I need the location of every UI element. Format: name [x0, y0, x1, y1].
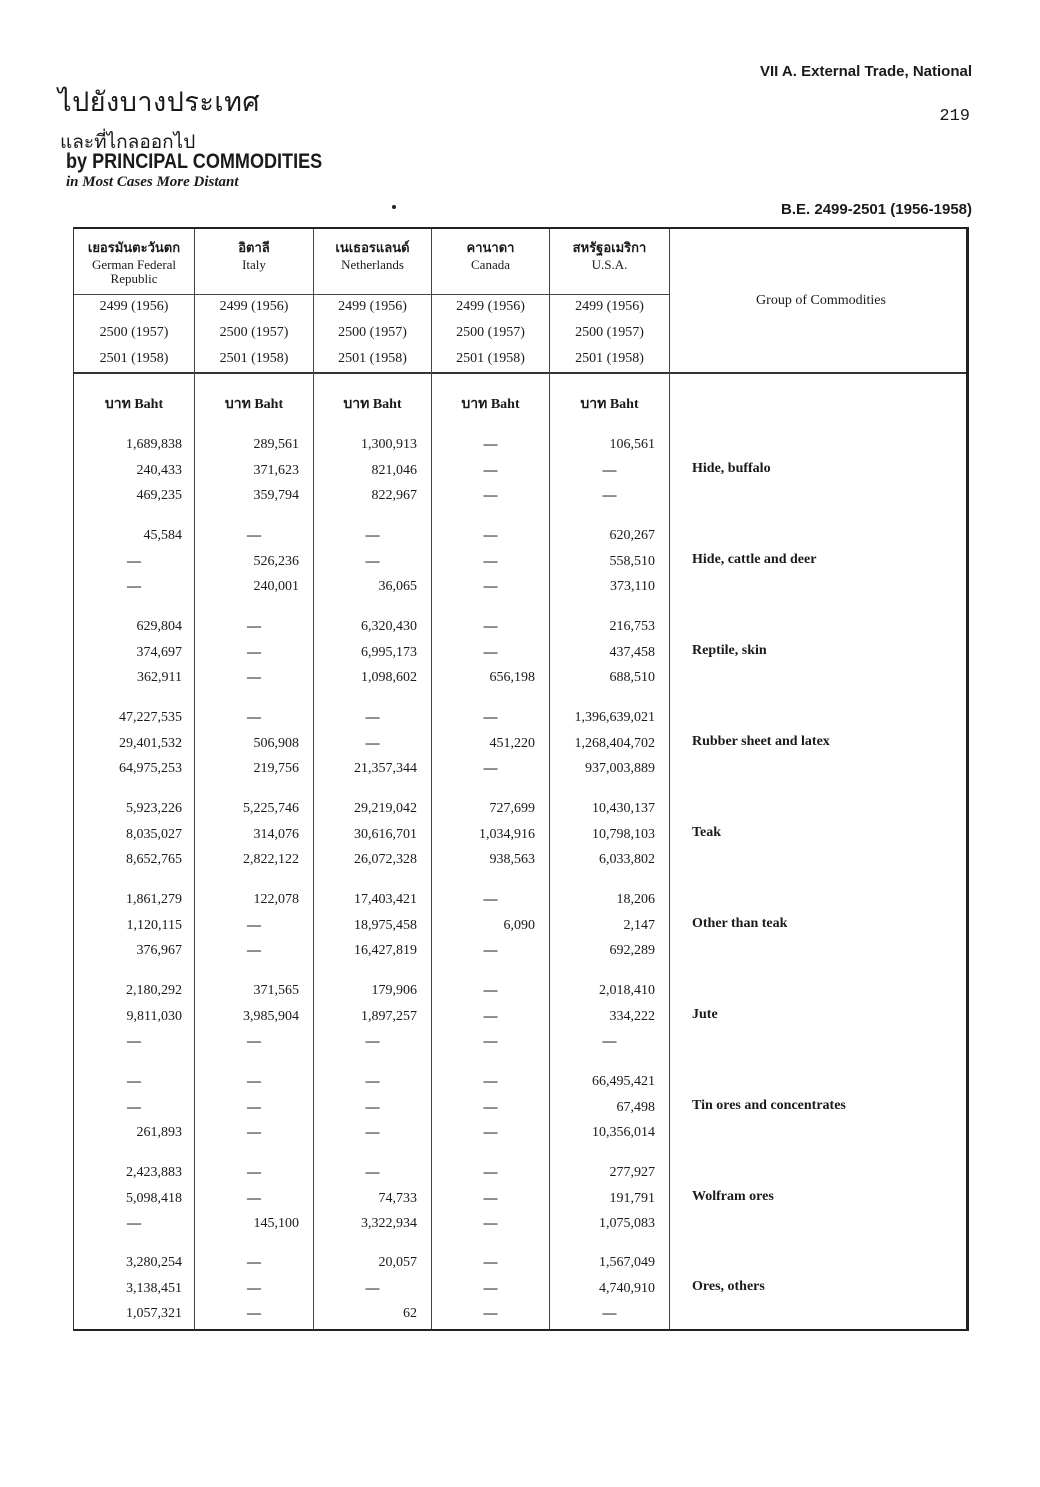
table-cell: 1,567,049: [599, 1255, 655, 1270]
country-header-english: Netherlands: [341, 257, 404, 272]
table-cell: 373,110: [610, 579, 655, 594]
country-header: [432, 229, 549, 272]
year-label: 2500 (1957): [338, 325, 407, 340]
table-cell: 29,401,532: [119, 735, 182, 751]
table-cell: 17,403,421: [354, 892, 417, 907]
table-cell: —: [247, 670, 261, 685]
table-cell: —: [365, 1165, 380, 1180]
commodity-label: Wolfram ores: [692, 1188, 774, 1204]
table-cell: 277,927: [609, 1165, 655, 1180]
table-cell: 526,236: [253, 553, 299, 569]
table-cell: 656,198: [489, 670, 535, 685]
table-cell: 3,985,904: [243, 1008, 299, 1024]
table-cell: —: [247, 943, 261, 958]
table-cell: 629,804: [136, 619, 182, 634]
country-header-english: Italy: [242, 257, 266, 272]
table-cell: 688,510: [609, 670, 655, 685]
table-cell: 3,138,451: [126, 1280, 182, 1296]
table-cell: —: [483, 488, 498, 503]
unit-english: Baht: [487, 397, 520, 412]
year-label: 2499 (1956): [99, 299, 169, 314]
year-label: 2500 (1957): [575, 325, 644, 340]
running-head: VII A. External Trade, National: [759, 63, 972, 80]
table-cell: 10,356,014: [592, 1125, 655, 1140]
table-cell: 371,623: [253, 462, 299, 478]
table-cell: 1,268,404,702: [574, 735, 655, 751]
country-header-thai: เนเธอรแลนด์: [335, 241, 410, 256]
table-cell: 10,798,103: [592, 826, 655, 842]
table-cell: —: [365, 1099, 380, 1115]
table-cell: 558,510: [609, 553, 655, 569]
table-cell: 145,100: [253, 1216, 299, 1231]
table-cell: —: [483, 437, 498, 452]
table-cell: —: [483, 644, 498, 660]
unit-label: [550, 393, 669, 415]
commodity-label: Reptile, skin: [692, 642, 767, 658]
table-cell: —: [247, 644, 261, 660]
table-cell: —: [365, 735, 380, 751]
table-cell: —: [247, 917, 261, 933]
country-header: [74, 229, 194, 286]
table-cell: 4,740,910: [599, 1280, 655, 1296]
table-cell: 506,908: [253, 735, 299, 751]
table-cell: 1,689,838: [126, 437, 182, 452]
table-cell: 219,756: [253, 761, 299, 776]
table-cell: 1,897,257: [361, 1008, 417, 1024]
table-cell: 6,033,802: [599, 852, 655, 867]
table-cell: —: [127, 553, 141, 569]
year-label: 2501 (1958): [99, 351, 169, 366]
table-cell: 5,225,746: [243, 801, 299, 816]
table-cell: —: [483, 1099, 498, 1115]
table-cell: —: [483, 462, 498, 478]
table-cell: —: [483, 1255, 498, 1270]
commodity-label: Teak: [692, 824, 722, 840]
table-cell: 179,906: [371, 983, 417, 998]
table-cell: 20,057: [378, 1255, 417, 1270]
year-label: 2499 (1956): [338, 299, 407, 314]
unit-label: [74, 393, 194, 415]
table-cell: 2,018,410: [599, 983, 655, 998]
table-cell: 261,893: [136, 1125, 182, 1140]
year-label: 2499 (1956): [219, 299, 289, 314]
table-cell: 16,427,819: [354, 943, 417, 958]
commodity-label: Ores, others: [692, 1278, 765, 1294]
year-label: 2501 (1958): [338, 351, 407, 366]
table-cell: —: [127, 1074, 141, 1089]
table-cell: 371,565: [253, 983, 299, 998]
table-cell: 727,699: [489, 801, 535, 816]
table-cell: —: [365, 1125, 380, 1140]
table-cell: 45,584: [143, 528, 182, 543]
table-cell: —: [365, 1280, 380, 1296]
year-label: 2501 (1958): [219, 351, 289, 366]
english-subtitle: in Most Cases More Distant: [66, 174, 239, 190]
table-cell: —: [247, 1255, 261, 1270]
unit-thai: บาท: [580, 396, 607, 412]
table-cell: —: [483, 1216, 498, 1231]
commodity-label: Tin ores and concentrates: [692, 1097, 846, 1113]
table-cell: 451,220: [489, 735, 535, 751]
country-header-english: U.S.A.: [591, 257, 628, 272]
header-separator: [74, 294, 670, 295]
country-header-thai: อิตาลี: [238, 241, 270, 256]
country-header-thai: คานาดา: [466, 241, 515, 256]
table-cell: 1,057,321: [126, 1306, 182, 1321]
table-cell: 2,180,292: [126, 983, 182, 998]
table-cell: 376,967: [136, 943, 182, 958]
table-cell: 9,811,030: [126, 1008, 182, 1024]
table-cell: 822,967: [371, 488, 417, 503]
country-header-thai: เยอรมันตะวันตก: [87, 241, 181, 256]
table-cell: —: [247, 1306, 261, 1321]
table-cell: —: [247, 1190, 261, 1206]
year-label: 2499 (1956): [575, 299, 644, 314]
table-cell: 106,561: [609, 437, 655, 452]
year-label: 2501 (1958): [456, 351, 525, 366]
year-label: 2500 (1957): [456, 325, 525, 340]
table-cell: 1,098,602: [361, 670, 417, 685]
table-cell: —: [483, 553, 498, 569]
table-cell: —: [483, 579, 498, 594]
table-cell: 620,267: [609, 528, 655, 543]
table-cell: 18,975,458: [354, 917, 417, 933]
commodity-table: [73, 227, 969, 1331]
table-cell: —: [247, 619, 261, 634]
table-cell: 359,794: [253, 488, 299, 503]
column-divider: [669, 229, 670, 1329]
table-cell: 6,090: [503, 917, 535, 933]
table-cell: —: [483, 761, 498, 776]
table-cell: —: [365, 1074, 380, 1089]
table-cell: 62: [403, 1306, 417, 1321]
table-cell: —: [483, 1034, 498, 1049]
unit-thai: บาท: [224, 396, 251, 412]
table-cell: —: [602, 1034, 617, 1049]
country-header-thai: สหรัฐอเมริกา: [572, 241, 647, 256]
table-cell: 5,923,226: [126, 801, 182, 816]
table-cell: —: [483, 983, 498, 998]
table-cell: 469,235: [136, 488, 182, 503]
country-header-english: German Federal Republic: [91, 257, 177, 286]
table-cell: —: [127, 1034, 141, 1049]
table-cell: 6,320,430: [361, 619, 417, 634]
table-cell: —: [365, 1034, 380, 1049]
table-cell: —: [483, 1074, 498, 1089]
commodity-label: Jute: [692, 1006, 718, 1022]
table-cell: —: [127, 579, 141, 594]
stray-dot: [392, 205, 396, 209]
table-cell: 21,357,344: [354, 761, 417, 776]
table-cell: 314,076: [253, 826, 299, 842]
table-cell: 5,098,418: [126, 1190, 182, 1206]
unit-label: [195, 393, 313, 415]
table-cell: 334,222: [609, 1008, 655, 1024]
table-cell: 47,227,535: [119, 710, 182, 725]
country-header: [314, 229, 431, 272]
table-cell: 374,697: [136, 644, 182, 660]
period-label: B.E. 2499-2501 (1956-1958): [781, 201, 972, 218]
table-cell: 1,300,913: [361, 437, 417, 452]
table-cell: 29,219,042: [354, 801, 417, 816]
table-cell: 2,147: [623, 917, 655, 933]
country-header-english: Canada: [471, 257, 510, 272]
table-cell: —: [602, 462, 617, 478]
table-cell: 1,034,916: [479, 826, 535, 842]
page-number: 219: [939, 107, 970, 126]
table-cell: 10,430,137: [592, 801, 655, 816]
table-cell: 122,078: [253, 892, 299, 907]
english-title: by PRINCIPAL COMMODITIES: [66, 150, 323, 173]
table-cell: 692,289: [609, 943, 655, 958]
table-cell: —: [483, 1280, 498, 1296]
table-cell: 216,753: [609, 619, 655, 634]
table-cell: 1,861,279: [126, 892, 182, 907]
unit-english: Baht: [130, 397, 164, 412]
table-cell: —: [365, 710, 380, 725]
thai-subtitle: และที่ไกลออกไป: [60, 131, 196, 153]
table-cell: —: [483, 1165, 498, 1180]
table-cell: 3,322,934: [361, 1216, 417, 1231]
year-label: 2499 (1956): [456, 299, 525, 314]
table-cell: 937,003,889: [585, 761, 655, 776]
table-cell: 64,975,253: [119, 761, 182, 776]
table-cell: 36,065: [378, 579, 417, 594]
table-cell: 289,561: [253, 437, 299, 452]
table-cell: 74,733: [378, 1190, 417, 1206]
table-cell: —: [602, 1306, 617, 1321]
table-cell: 8,035,027: [126, 826, 182, 842]
table-cell: —: [483, 892, 498, 907]
table-cell: 8,652,765: [126, 852, 182, 867]
table-cell: 2,423,883: [126, 1165, 182, 1180]
table-cell: —: [247, 710, 261, 725]
table-cell: —: [483, 528, 498, 543]
table-cell: —: [602, 488, 617, 503]
table-cell: —: [247, 1280, 261, 1296]
unit-thai: บาท: [104, 396, 131, 412]
commodity-label: Hide, cattle and deer: [692, 551, 817, 567]
table-cell: 1,075,083: [599, 1216, 655, 1231]
unit-english: Baht: [250, 397, 284, 412]
table-cell: —: [365, 553, 380, 569]
country-header: [195, 229, 313, 272]
unit-english: Baht: [606, 397, 639, 412]
commodity-label: Other than teak: [692, 915, 788, 931]
unit-thai: บาท: [461, 396, 488, 412]
table-cell: 1,396,639,021: [574, 710, 655, 725]
table-cell: 240,433: [136, 462, 182, 478]
year-label: 2501 (1958): [575, 351, 644, 366]
table-cell: —: [483, 943, 498, 958]
table-cell: 240,001: [253, 579, 299, 594]
unit-label: [432, 393, 549, 415]
table-cell: 30,616,701: [354, 826, 417, 842]
table-cell: —: [127, 1099, 141, 1115]
table-cell: 437,458: [609, 644, 655, 660]
table-cell: —: [483, 710, 498, 725]
table-cell: —: [247, 1165, 261, 1180]
year-label: 2500 (1957): [99, 325, 169, 340]
table-cell: —: [483, 619, 498, 634]
table-cell: —: [483, 1190, 498, 1206]
table-cell: —: [247, 528, 261, 543]
group-of-commodities-header: Group of Commodities: [756, 293, 886, 308]
table-cell: 191,791: [609, 1190, 655, 1206]
commodity-label: Rubber sheet and latex: [692, 733, 830, 749]
table-cell: 938,563: [489, 852, 535, 867]
table-cell: 2,822,122: [243, 852, 299, 867]
table-cell: 1,120,115: [126, 917, 182, 933]
table-cell: —: [247, 1125, 261, 1140]
unit-label: [314, 393, 431, 415]
table-cell: 362,911: [137, 670, 182, 685]
unit-english: Baht: [369, 397, 402, 412]
table-cell: —: [127, 1216, 141, 1231]
table-cell: —: [247, 1099, 261, 1115]
table-cell: —: [483, 1306, 498, 1321]
table-cell: 6,995,173: [361, 644, 417, 660]
table-cell: —: [483, 1125, 498, 1140]
thai-title: ไปยังบางประเทศ: [58, 87, 261, 118]
unit-thai: บาท: [343, 396, 370, 412]
table-cell: —: [483, 1008, 498, 1024]
table-cell: —: [247, 1074, 261, 1089]
header-bottom-rule: [74, 372, 966, 374]
table-cell: 26,072,328: [354, 852, 417, 867]
table-cell: 67,498: [616, 1099, 655, 1115]
country-header: [550, 229, 669, 272]
table-cell: 821,046: [371, 462, 417, 478]
year-label: 2500 (1957): [219, 325, 289, 340]
commodity-label: Hide, buffalo: [692, 460, 771, 476]
table-cell: 3,280,254: [126, 1255, 182, 1270]
table-cell: 18,206: [616, 892, 655, 907]
table-cell: —: [365, 528, 380, 543]
table-cell: —: [247, 1034, 261, 1049]
table-cell: 66,495,421: [592, 1074, 655, 1089]
